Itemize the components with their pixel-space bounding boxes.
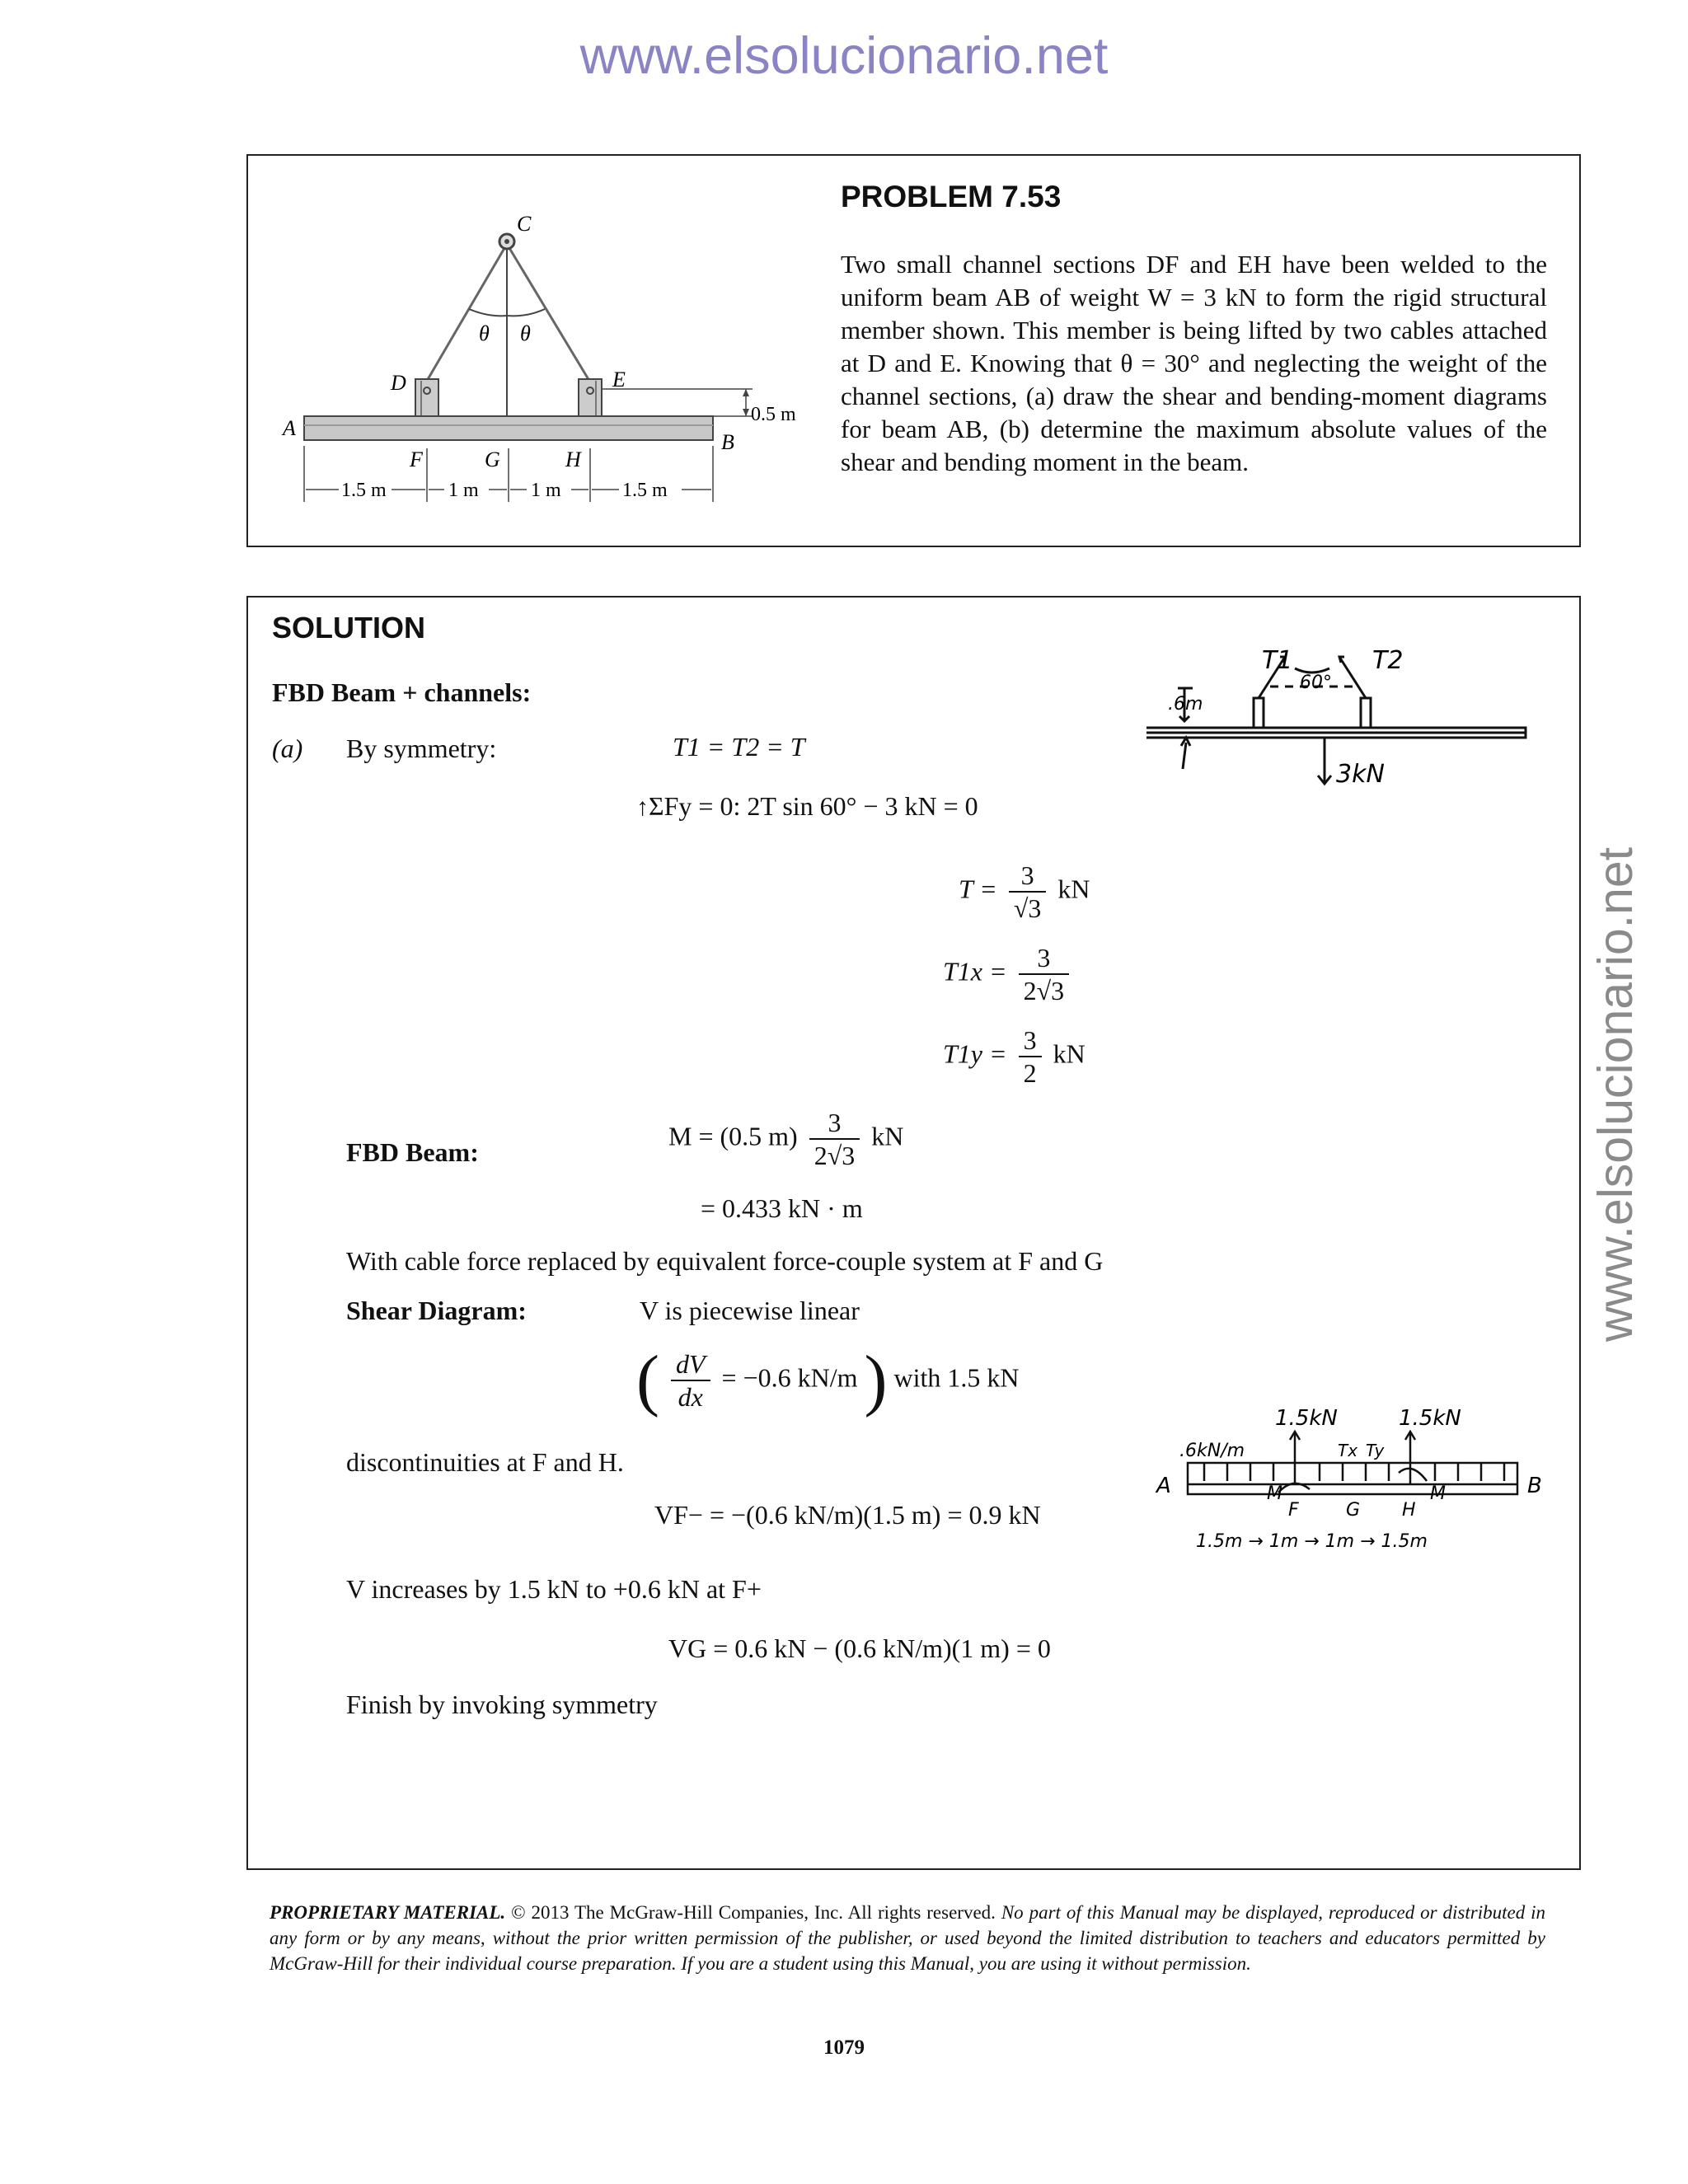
sketch2-label-H: H: [1402, 1500, 1416, 1521]
shear-heading: Shear Diagram:: [346, 1296, 527, 1325]
frac-t1y: $\frac{3}{2}$: [1019, 1024, 1042, 1089]
sketch2-ty: Ty: [1366, 1441, 1385, 1460]
up-arrow-icon: ↑: [636, 794, 649, 821]
problem-figure: [248, 156, 825, 543]
eq-m: M = (0.5 m) $\frac{3}{2√3}$ kN: [668, 1108, 904, 1170]
figure-height-dim: 0.5 m: [751, 404, 796, 425]
solution-box: [246, 596, 1581, 1870]
eq-vg: VG = 0.6 kN − (0.6 kN/m)(1 m) = 0: [668, 1633, 1051, 1663]
figure-label-H: H: [565, 448, 581, 471]
sketch2-dist: .6kN/m: [1179, 1441, 1245, 1461]
eq-t: T = $\frac{3}{√3}$ kN: [959, 860, 1090, 923]
by-symmetry-label: By symmetry:: [346, 733, 497, 763]
figure-label-B: B: [721, 430, 734, 454]
eq-t1x: T1x = $\frac{3}{2√3}$: [943, 942, 1074, 1006]
sketch1-t2: T2: [1372, 646, 1404, 675]
sketch2-label-G: G: [1346, 1500, 1361, 1521]
problem-box: [246, 154, 1581, 547]
sketch2-dims: 1.5m → 1m → 1m → 1.5m: [1196, 1531, 1428, 1552]
figure-label-F: F: [410, 448, 423, 471]
figure-label-E: E: [612, 368, 626, 391]
frac-dvdx: $\frac{dV}{dx}$: [671, 1348, 710, 1413]
sketch2-tx: Tx: [1338, 1441, 1358, 1460]
figure-label-G: G: [485, 448, 500, 471]
problem-statement: Two small channel sections DF and EH have been welded to the uniform beam AB of weight W = 3 kN to form the rigid structural member shown. This member is being lifted by two cables attached at D and E. Knowing that θ = 30° and neglecting the weight of the channel sections, (a) draw the shear and bending-moment diagrams for beam AB, (b) determine the maximum absolute values of the shear and bending moment in the beam.: [841, 250, 1547, 476]
eq-t1-t2: T1 = T2 = T: [673, 732, 805, 762]
v-increases-text: V increases by 1.5 kN to +0.6 kN at F+: [346, 1574, 762, 1604]
footer-normal: © 2013 The McGraw-Hill Companies, Inc. All rights reserved.: [505, 1902, 1001, 1923]
sketch1-height: .6m: [1168, 694, 1203, 715]
solution-title: SOLUTION: [272, 611, 425, 644]
frac-t: $\frac{3}{√3}$: [1009, 860, 1047, 924]
finish-text: Finish by invoking symmetry: [346, 1690, 658, 1719]
footer-italic: No part of this Manual may be displayed, reproduced or distributed in any form or by any means, without the prior written permission of the publisher, or used beyond the limited distribution to teachers and educators permitted by McGraw-Hill for their individual course preparation. If you are a student using this Manual, you are using it without permission.: [270, 1902, 1545, 1974]
problem-title: PROBLEM 7.53: [841, 180, 1062, 213]
footer-disclaimer: [270, 1900, 1545, 1976]
piecewise-text: V is piecewise linear: [640, 1296, 860, 1325]
sketch2-load1: 1.5kN: [1275, 1406, 1338, 1431]
sketch-fbd-beam: [1155, 1397, 1550, 1562]
fbd-heading: FBD Beam + channels:: [272, 677, 532, 707]
discontinuities-text: discontinuities at F and H.: [346, 1447, 624, 1477]
eq-sum-fy: ↑ΣFy = 0: 2T sin 60° − 3 kN = 0: [636, 791, 978, 821]
figure-dim-1: 1.5 m: [341, 480, 387, 501]
sketch2-load2: 1.5kN: [1399, 1406, 1461, 1431]
figure-theta-right: θ: [520, 321, 531, 345]
frac-t1x: $\frac{3}{2√3}$: [1019, 942, 1070, 1006]
figure-dim-4: 1.5 m: [622, 480, 668, 501]
fbd-beam-label: FBD Beam:: [346, 1137, 479, 1167]
part-a-label: (a): [272, 733, 303, 763]
eq-dvdx: ( $\frac{dV}{dx}$ = −0.6 kN/m ) with 1.5 kN: [636, 1342, 1020, 1418]
page-number: 1079: [823, 2036, 865, 2059]
figure-label-A: A: [283, 416, 296, 440]
eq-vf-minus: VF− = −(0.6 kN/m)(1.5 m) = 0.9 kN: [654, 1500, 1041, 1530]
watermark-side: www.elsolucionario.net: [1588, 846, 1643, 1343]
figure-label-D: D: [391, 371, 406, 395]
cable-replaced-text: With cable force replaced by equivalent force-couple system at F and G: [346, 1246, 1104, 1276]
sketch2-label-A: A: [1156, 1474, 1171, 1498]
figure-theta-left: θ: [479, 321, 490, 345]
figure-label-C: C: [517, 212, 532, 236]
sketch2-label-F: F: [1288, 1500, 1299, 1521]
sketch1-load: 3kN: [1336, 760, 1385, 787]
eq-m-result: = 0.433 kN · m: [701, 1193, 863, 1223]
sketch1-angle: 60°: [1300, 673, 1332, 693]
sketch2-label-M1: M: [1267, 1483, 1282, 1504]
figure-dim-3: 1 m: [531, 480, 561, 501]
sketch-fbd-channels: [1138, 622, 1550, 787]
sketch1-t1: T1: [1262, 646, 1293, 675]
sketch2-label-B: B: [1527, 1474, 1542, 1498]
frac-m: $\frac{3}{2√3}$: [809, 1107, 860, 1171]
eq-t1y: T1y = $\frac{3}{2}$ kN: [943, 1025, 1085, 1088]
footer-bold: PROPRIETARY MATERIAL.: [270, 1902, 506, 1923]
watermark-top: www.elsolucionario.net: [579, 27, 1109, 85]
figure-dim-2: 1 m: [448, 480, 479, 501]
sketch2-label-M2: M: [1430, 1483, 1446, 1504]
